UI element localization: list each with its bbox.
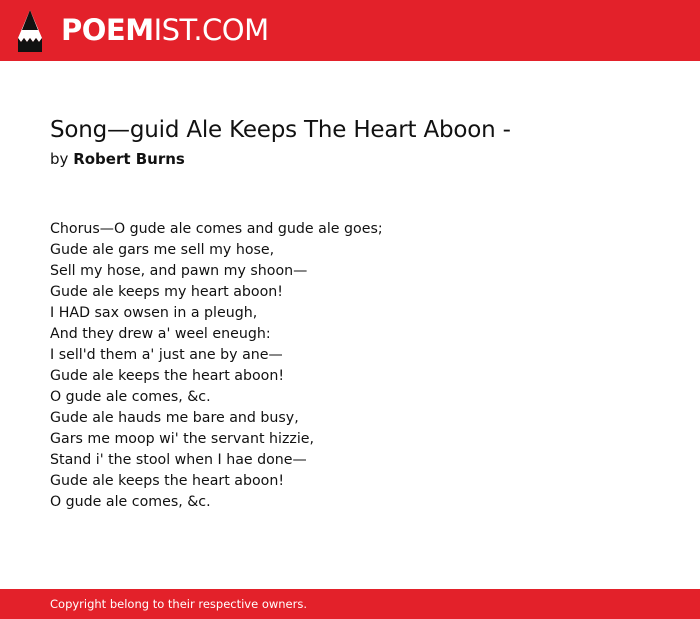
poem-line: And they drew a' weel eneugh:	[50, 326, 271, 342]
logo-wordmark	[61, 13, 269, 47]
pencil-tip-icon	[18, 10, 42, 52]
poem-line: Sell my hose, and pawn my shoon—	[50, 263, 308, 279]
poem-line: O gude ale comes, &c.	[50, 494, 211, 510]
poem-title: Song—guid Ale Keeps The Heart Aboon -	[50, 117, 511, 143]
poem-line: Gude ale keeps the heart aboon!	[50, 368, 285, 384]
logo-light-text: IST.COM	[153, 13, 269, 47]
poem-line: Gude ale gars me sell my hose,	[50, 242, 275, 258]
copyright-text: Copyright belong to their respective owners.	[50, 597, 308, 611]
by-label: by	[50, 150, 69, 168]
poem-author: Robert Burns	[73, 150, 185, 168]
poem-line: I sell'd them a' just ane by ane—	[50, 347, 283, 363]
poem-body	[50, 219, 670, 513]
poem-byline	[50, 150, 185, 168]
poem-line: I HAD sax owsen in a pleugh,	[50, 305, 258, 321]
poem-line: Gude ale hauds me bare and busy,	[50, 410, 299, 426]
poem-line: Chorus—O gude ale comes and gude ale goes;	[50, 221, 383, 237]
site-footer	[0, 589, 700, 619]
poem-line: Gude ale keeps the heart aboon!	[50, 473, 285, 489]
logo-bold-text: POEM	[61, 13, 154, 47]
site-header	[0, 0, 700, 61]
poem-line: O gude ale comes, &c.	[50, 389, 211, 405]
poem-line: Stand i' the stool when I hae done—	[50, 452, 307, 468]
poem-line: Gude ale keeps my heart aboon!	[50, 284, 283, 300]
poem-line: Gars me moop wi' the servant hizzie,	[50, 431, 315, 447]
site-logo-link[interactable]	[18, 0, 269, 61]
